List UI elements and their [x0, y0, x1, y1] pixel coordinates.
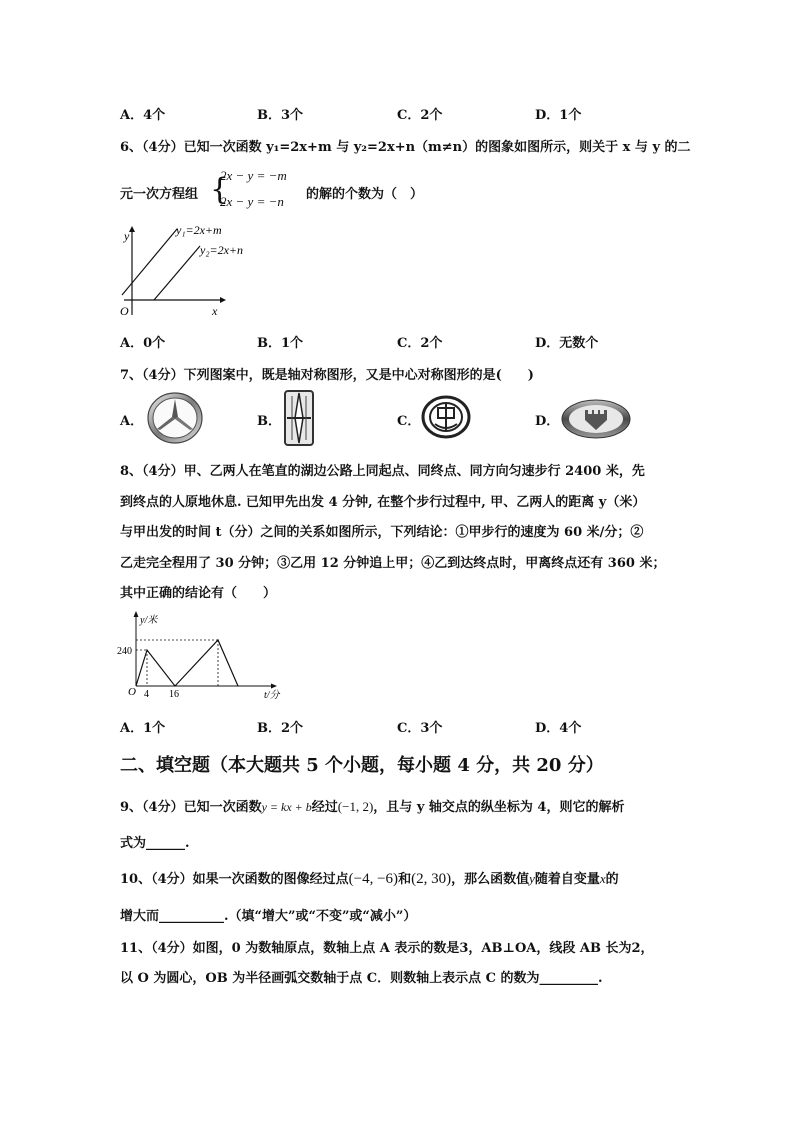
q7-option-a: A．	[120, 414, 144, 429]
q10-text-c: 随着自变量	[534, 872, 600, 887]
y-axis-label: y/米	[140, 615, 158, 626]
distance-polyline	[136, 640, 238, 686]
q7-option-d: D．	[535, 414, 560, 429]
q6-line2-post: 的解的个数为（ ）	[306, 187, 424, 202]
q8-line5: 其中正确的结论有（ ）	[120, 586, 277, 601]
brilliance-logo-icon	[421, 394, 471, 440]
q8-line2: 到终点的人原地休息. 已知甲先出发 4 分钟, 在整个步行过程中, 甲、乙两人的距离 y（米）	[120, 495, 646, 510]
y-axis-arrow	[129, 226, 135, 232]
line-y1	[122, 229, 177, 295]
q5-option-b: B．3个	[257, 108, 304, 123]
q8-graph	[114, 610, 294, 702]
q5-option-c: C．2个	[397, 108, 443, 123]
x-tick-4: 4	[144, 689, 149, 700]
q9-text-a: 9、（4分）已知一次函数	[120, 800, 262, 815]
q9-line1	[120, 796, 624, 815]
origin-label: O	[128, 686, 136, 698]
q11-line1: 11、（4分）如图，0 为数轴原点，数轴上点 A 表示的数是3，AB⊥OA，线段 AB 长为2，	[120, 941, 654, 956]
q6-line1: 6、（4分）已知一次函数 y₁=2x+m 与 y₂=2x+n（m≠n）的图象如图所示，则关于 x 与 y 的二	[120, 140, 691, 155]
q6-eq1: 2x − y = −m	[220, 168, 287, 183]
x-axis-label: x	[212, 304, 218, 318]
x-axis-label: t/分	[264, 690, 280, 701]
q5-option-a: A．4个	[120, 108, 166, 123]
q7-option-b: B．	[257, 414, 281, 429]
q11-line2: 以 O 为圆心，OB 为半径画弧交数轴于点 C．则数轴上表示点 C 的数为_________.	[120, 971, 603, 986]
q9-line2: 式为______.	[120, 836, 190, 851]
label-y1: y₁=2x+m	[176, 223, 222, 237]
x-axis-arrow	[271, 684, 277, 689]
q6-option-d: D．无数个	[535, 336, 599, 351]
q8-line4: 乙走完全程用了 30 分钟；③乙用 12 分钟追上甲；④乙到达终点时，甲离终点还有 360 米；	[120, 556, 666, 571]
y-axis-arrow	[134, 611, 139, 617]
q9-point: (−1, 2)	[337, 799, 374, 814]
q8-line3: 与甲出发的时间 t（分）之间的关系如图所示，下列结论：①甲步行的速度为 60 米/分；②	[120, 525, 644, 540]
q7-line1: 7、（4分）下列图案中，既是轴对称图形，又是中心对称图形的是( )	[120, 368, 534, 383]
q10-var-y: y	[529, 871, 535, 886]
section-heading: 二、填空题（本大题共 5 个小题，每小题 4 分，共 20 分）	[120, 755, 604, 776]
q6-option-a: A．0个	[120, 336, 166, 351]
q10-and: 和	[398, 872, 412, 887]
q10-text-a: 10、（4分）如果一次函数的图像经过点	[120, 872, 349, 887]
lincoln-star-logo-icon	[281, 388, 317, 448]
line-y2	[154, 246, 200, 300]
q10-text-d: 的	[605, 872, 619, 887]
y-axis-label: y	[124, 229, 130, 243]
q8-option-a: A．1个	[120, 721, 166, 736]
q8-option-c: C．3个	[397, 721, 443, 736]
q6-graph	[112, 220, 262, 320]
q8-option-d: D．4个	[535, 721, 582, 736]
y-tick-240: 240	[117, 646, 132, 657]
q9-text-b: 经过	[311, 800, 338, 815]
q9-text-c: ，且与 y 轴交点的纵坐标为 4，则它的解析	[373, 800, 625, 815]
mercedes-star-logo-icon	[146, 390, 204, 446]
q10-line2: 增大而__________.（填“增大”或“不变”或“减小”）	[120, 909, 417, 924]
x-tick-16: 16	[169, 689, 179, 700]
q10-point2: (2, 30)	[411, 871, 452, 887]
q9-function: y = kx + b	[261, 800, 312, 814]
x-axis-arrow	[220, 297, 226, 303]
q10-line1	[120, 868, 619, 888]
q6-line2-pre: 元一次方程组	[120, 187, 199, 202]
origin-label: O	[120, 304, 129, 318]
q8-line1: 8、（4分）甲、乙两人在笔直的湖边公路上同起点、同终点、同方向匀速步行 2400 米，先	[120, 464, 645, 479]
q5-option-d: D．1个	[535, 108, 582, 123]
q7-option-c: C．	[397, 414, 421, 429]
great-wall-logo-icon	[560, 398, 632, 440]
q6-option-c: C．2个	[397, 336, 443, 351]
q8-option-b: B．2个	[257, 721, 304, 736]
q6-eq2: 2x − y = −n	[220, 194, 284, 209]
q10-text-b: ，那么函数值	[451, 872, 530, 887]
q6-option-b: B．1个	[257, 336, 304, 351]
label-y2: y₂=2x+n	[200, 243, 244, 257]
q10-var-x: x	[599, 871, 606, 886]
q10-point1: (−4, −6)	[348, 871, 399, 887]
equation-brace: {	[210, 172, 230, 207]
